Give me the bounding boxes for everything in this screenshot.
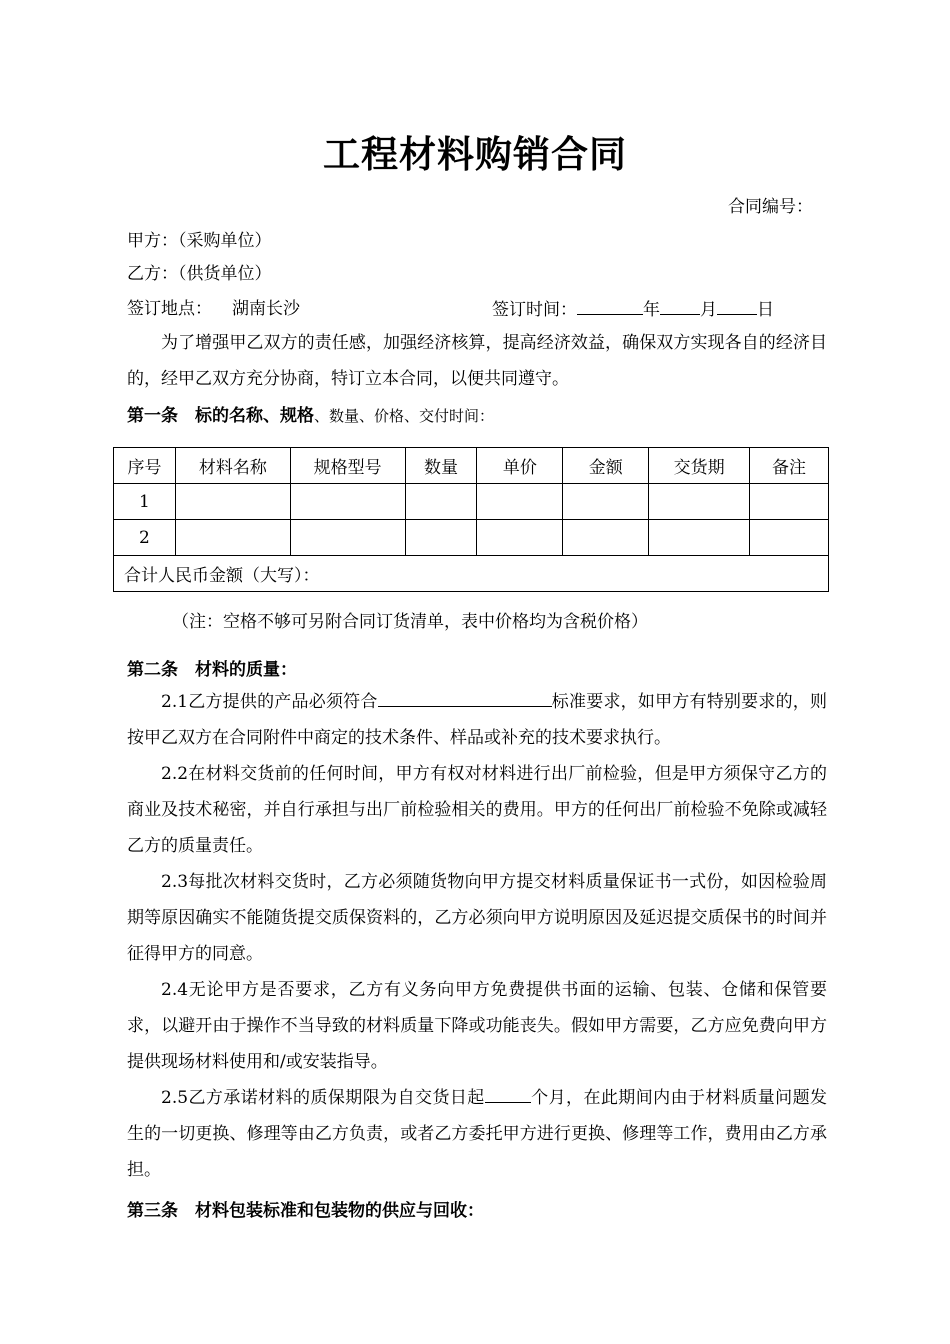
document-title: 工程材料购销合同	[323, 133, 627, 176]
row-2-material-name	[175, 520, 290, 556]
article-1-heading-rest: 、数量、价格、交付时间：	[314, 407, 495, 425]
contract-number-label: 合同编号：	[728, 197, 813, 217]
row-2-remarks	[750, 520, 829, 556]
sign-place-label: 签订地点：	[127, 299, 212, 319]
year-label: 年	[643, 300, 660, 320]
row-1-remarks	[750, 484, 829, 520]
sign-time-label: 签订时间：	[492, 300, 577, 320]
row-1-seq: 1	[114, 484, 176, 520]
row-1-spec-model	[290, 484, 405, 520]
clause-2-1	[127, 684, 827, 756]
month-label: 月	[700, 300, 717, 320]
materials-table	[113, 447, 829, 592]
total-amount-label: 合计人民币金额（大写）：	[114, 556, 829, 592]
header-remarks: 备注	[750, 448, 829, 484]
header-quantity: 数量	[405, 448, 477, 484]
day-label: 日	[757, 300, 774, 320]
article-2-heading: 第二条 材料的质量：	[127, 660, 297, 680]
article-1-heading-bold: 第一条 标的名称、规格	[127, 406, 314, 426]
header-delivery-date: 交货期	[649, 448, 750, 484]
sign-place-value: 湖南长沙	[232, 299, 300, 319]
clause-2-4: 2.4无论甲方是否要求，乙方有义务向甲方免费提供书面的运输、包装、仓储和保管要求，以避开由于操作不当导致的材料质量下降或功能丧失。假如甲方需要，乙方应免费向甲方提供现场材料使用和/或安装指导。	[127, 980, 827, 1072]
row-1-quantity	[405, 484, 477, 520]
header-amount: 金额	[563, 448, 649, 484]
row-1-amount	[563, 484, 649, 520]
row-2-amount	[563, 520, 649, 556]
clause-2-5	[127, 1080, 827, 1188]
sign-time	[492, 298, 774, 321]
table-row	[114, 484, 829, 520]
article-2-body	[127, 684, 827, 1188]
row-2-unit-price	[477, 520, 563, 556]
day-blank	[717, 298, 757, 315]
party-b-line: 乙方：（供货单位）	[127, 264, 272, 284]
clause-2-5-after: 个月，在此期间内由于材料质量问题发生的一切更换、修理等由乙方负责，或者乙方委托甲方进行更换、修理等工作，费用由乙方承担。	[127, 1088, 827, 1180]
row-2-delivery-date	[649, 520, 750, 556]
table-total-row	[114, 556, 829, 592]
table-note: （注：空格不够可另附合同订货清单，表中价格均为含税价格）	[172, 612, 648, 632]
clause-2-1-before: 2.1乙方提供的产品必须符合	[161, 692, 378, 712]
row-2-quantity	[405, 520, 477, 556]
clause-2-5-before: 2.5乙方承诺材料的质保期限为自交货日起	[161, 1088, 485, 1108]
article-3-heading: 第三条 材料包装标准和包装物的供应与回收：	[127, 1201, 484, 1221]
header-seq: 序号	[114, 448, 176, 484]
month-blank	[660, 298, 700, 315]
row-2-spec-model	[290, 520, 405, 556]
row-1-delivery-date	[649, 484, 750, 520]
intro-paragraph	[127, 325, 827, 397]
year-blank	[577, 298, 643, 315]
clause-2-1-after: 标准要求，如甲方有特别要求的，则按甲乙双方在合同附件中商定的技术条件、样品或补充的技术要求执行。	[127, 692, 827, 748]
standard-blank	[378, 690, 552, 707]
row-1-unit-price	[477, 484, 563, 520]
row-2-seq: 2	[114, 520, 176, 556]
header-spec-model: 规格型号	[290, 448, 405, 484]
clause-2-3: 2.3每批次材料交货时，乙方必须随货物向甲方提交材料质量保证书一式份，如因检验周期等原因确实不能随货提交质保资料的，乙方必须向甲方说明原因及延迟提交质保书的时间并征得甲方的同意。	[127, 872, 827, 964]
table-header-row	[114, 448, 829, 484]
party-a-line: 甲方：（采购单位）	[127, 231, 272, 251]
warranty-months-blank	[485, 1086, 531, 1103]
table-row	[114, 520, 829, 556]
row-1-material-name	[175, 484, 290, 520]
header-unit-price: 单价	[477, 448, 563, 484]
intro-text: 为了增强甲乙双方的责任感，加强经济核算，提高经济效益，确保双方实现各自的经济目的，经甲乙双方充分协商，特订立本合同，以便共同遵守。	[127, 333, 827, 389]
article-1-heading	[127, 405, 494, 427]
header-material-name: 材料名称	[175, 448, 290, 484]
clause-2-2: 2.2在材料交货前的任何时间，甲方有权对材料进行出厂前检验，但是甲方须保守乙方的商业及技术秘密，并自行承担与出厂前检验相关的费用。甲方的任何出厂前检验不免除或减轻乙方的质量责任。	[127, 764, 827, 856]
